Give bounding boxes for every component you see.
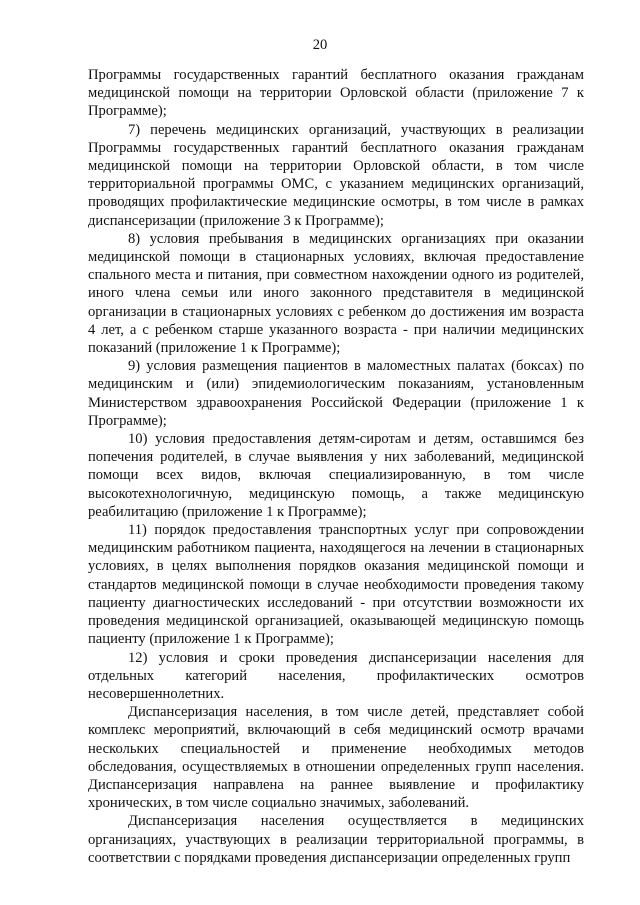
paragraph-item-9: 9) условия размещения пациентов в маломестных палатах (боксах) по медицинским и (или) эпидемиологическим показаниям, установленным Министерством здравоохранения Российской Федерации (приложение 1 к Программе); — [88, 358, 584, 429]
page-number: 20 — [312, 37, 328, 53]
paragraph-item-12: 12) условия и сроки проведения диспансеризации населения для отдельных категорий населения, профилактических осмотров несовершеннолетних. — [88, 649, 584, 702]
paragraph-item-8: 8) условия пребывания в медицинских организациях при оказании медицинской помощи в стационарных условиях, включая предоставление спального места и питания, при совместном нахождении одного из родителей, иного члена семьи или иного законного представителя в медицинской организации в стационарных условиях с ребенком до достижения им возраста 4 лет, а с ребенком старше указанного возраста - при наличии медицинских показаний (приложение 1 к Программе); — [88, 230, 584, 357]
paragraph-continuation: Программы государственных гарантий бесплатного оказания гражданам медицинской помощи на территории Орловской области (приложение 7 к Программе); — [88, 67, 584, 120]
paragraph-dispensarization-organizations: Диспансеризация населения осуществляется в медицинских организациях, участвующих в реализации территориальной программы, в соответствии с порядками проведения диспансеризации определенных групп — [88, 813, 584, 866]
body-text — [88, 66, 584, 867]
paragraph-dispensarization-definition: Диспансеризация населения, в том числе детей, представляет собой комплекс мероприятий, включающий в себя медицинский осмотр врачами нескольких специальностей и применение необходимых методов обследования, осуществляемых в отношении определенных групп населения. Диспансеризация направлена на раннее выявление и профилактику хронических, в том числе социально значимых, заболеваний. — [88, 704, 584, 812]
paragraph-item-10: 10) условия предоставления детям-сиротам и детям, оставшимся без попечения родителей, в случае выявления у них заболеваний, медицинской помощи всех видов, включая специализированную, в том числе высокотехнологичную, медицинскую помощь, а также медицинскую реабилитацию (приложение 1 к Программе); — [88, 431, 584, 520]
paragraph-item-11: 11) порядок предоставления транспортных услуг при сопровождении медицинским работником пациента, находящегося на лечении в стационарных условиях, в целях выполнения порядков оказания медицинской помощи и стандартов медицинской помощи в случае необходимости проведения такому пациенту диагностических исследований - при отсутствии возможности их проведения медицинской организацией, оказывающей медицинскую помощь пациенту (приложение 1 к Программе); — [88, 522, 584, 648]
paragraph-item-7: 7) перечень медицинских организаций, участвующих в реализации Программы государственных гарантий бесплатного оказания гражданам медицинской помощи на территории Орловской области, в том числе территориальной программы ОМС, с указанием медицинских организаций, проводящих профилактические медицинские осмотры, в том числе в рамках диспансеризации (приложение 3 к Программе); — [88, 121, 584, 229]
